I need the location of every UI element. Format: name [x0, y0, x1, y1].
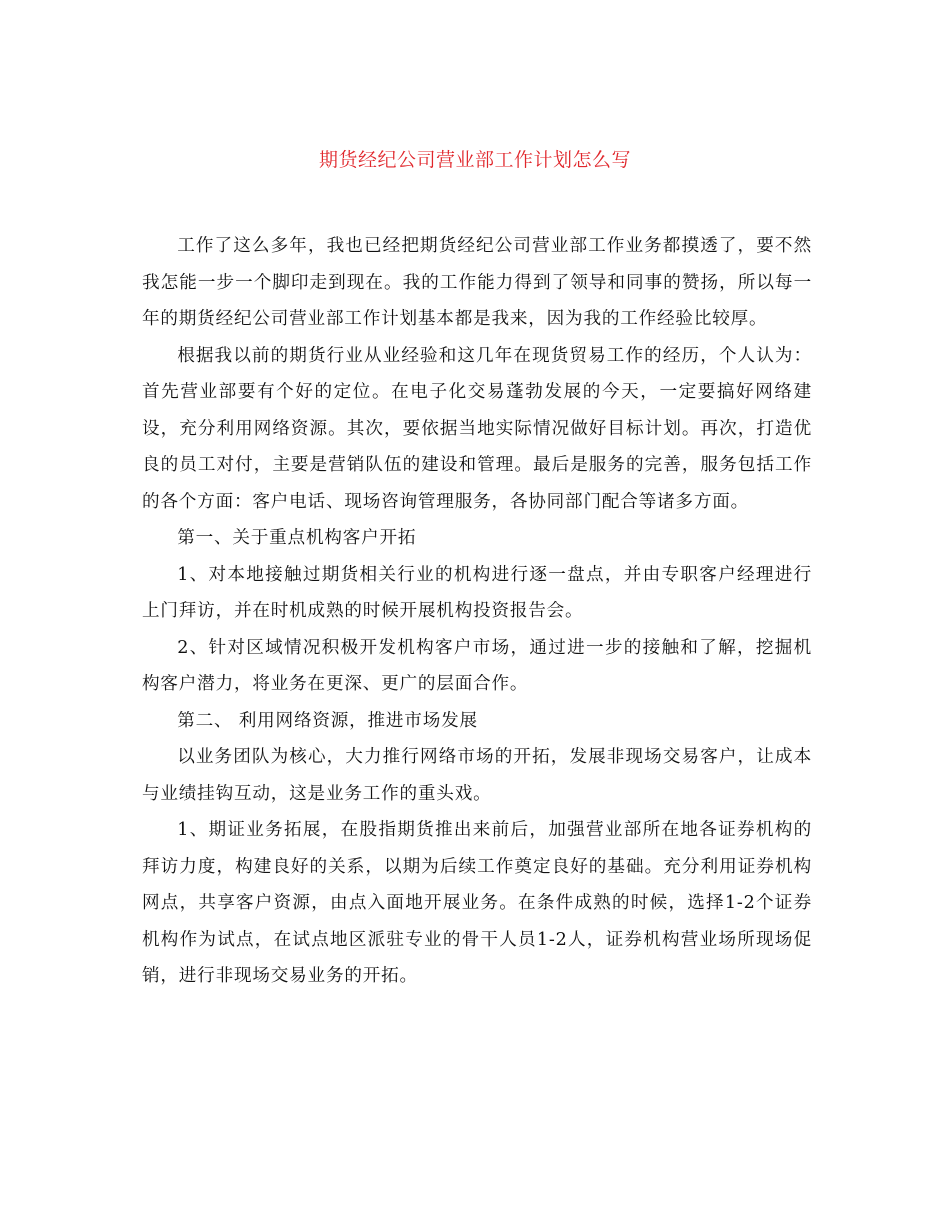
paragraph-item-1-1: 1、对本地接触过期货相关行业的机构进行逐一盘点，并由专职客户经理进行上门拜访，并在时机成熟的时候开展机构投资报告会。: [142, 564, 812, 621]
paragraph-overview: 根据我以前的期货行业从业经验和这几年在现货贸易工作的经历，个人认为：首先营业部要有个好的定位。在电子化交易蓬勃发展的今天，一定要搞好网络建设，充分利用网络资源。其次，要依据当地实际情况做好目标计划。再次，打造优良的员工对付，主要是营销队伍的建设和管理。最后是服务的完善，服务包括工作的各个方面：客户电话、现场咨询管理服务，各协同部门配合等诸多方面。: [142, 345, 812, 512]
document-title: 期货经纪公司营业部工作计划怎么写: [318, 149, 631, 171]
paragraph-item-2-1: 1、期证业务拓展，在股指期货推出来前后，加强营业部所在地各证券机构的拜访力度，构建良好的关系，以期为后续工作奠定良好的基础。充分利用证券机构网点，共享客户资源，由点入面地开展业务。在条件成熟的时候，选择1-2个证券机构作为试点，在试点地区派驻专业的骨干人员1-2人，证券机构营业场所现场促销，进行非现场交易业务的开拓。: [142, 820, 812, 986]
section-heading-2: 第二、 利用网络资源，推进市场发展: [177, 710, 478, 731]
section-heading-1: 第一、关于重点机构客户开拓: [177, 528, 417, 548]
paragraph-item-1-2: 2、针对区域情况积极开发机构客户市场，通过进一步的接触和了解，挖掘机构客户潜力，将业务在更深、更广的层面合作。: [142, 637, 812, 694]
paragraph-section-2-intro: 以业务团队为核心，大力推行网络市场的开拓，发展非现场交易客户，让成本与业绩挂钩互动，这是业务工作的重头戏。: [142, 747, 812, 804]
document-body: [142, 228, 812, 995]
paragraph-intro: 工作了这么多年，我也已经把期货经纪公司营业部工作业务都摸透了，要不然我怎能一步一个脚印走到现在。我的工作能力得到了领导和同事的赞扬，所以每一年的期货经纪公司营业部工作计划基本都是我来，因为我的工作经验比较厚。: [142, 236, 812, 329]
